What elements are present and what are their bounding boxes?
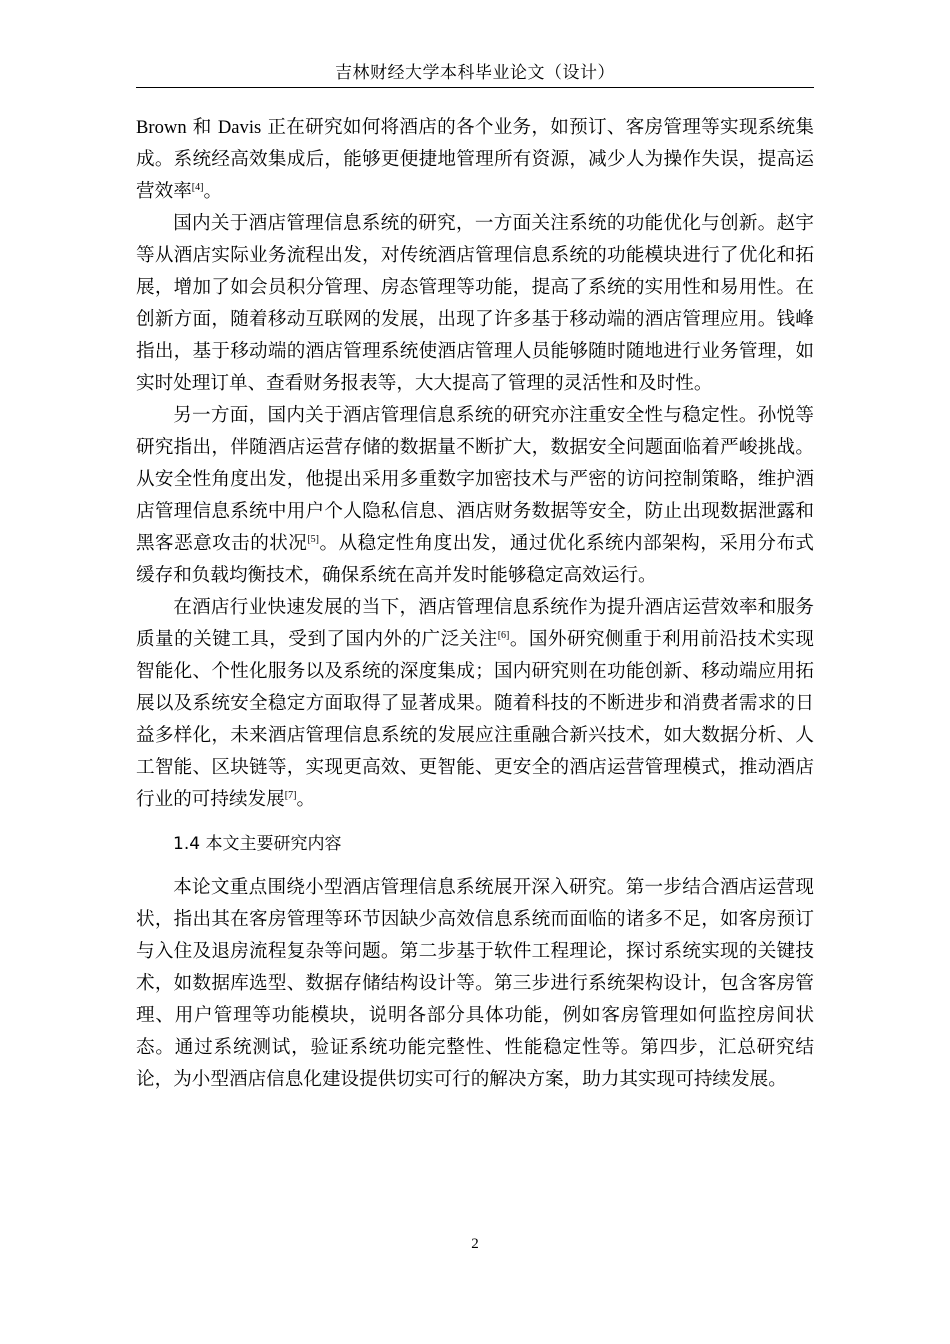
text-segment: 另一方面，国内关于酒店管理信息系统的研究亦注重安全性与稳定性。孙悦等研究指出，伴随酒店运营存储的数据量不断扩大，数据安全问题面临着严峻挑战。从安全性角度出发，他提出采用多重数字加密技术与严密的访问控制策略，维护酒店管理信息系统中用户个人隐私信息、酒店财务数据等安全，防止出现数据泄露和黑客恶意攻击的状况	[136, 405, 814, 554]
paragraph-research-content: 本论文重点围绕小型酒店管理信息系统展开深入研究。第一步结合酒店运营现状，指出其在客房管理等环节因缺少高效信息系统而面临的诸多不足，如客房预订与入住及退房流程复杂等问题。第二步基于软件工程理论，探讨系统实现的关键技术，如数据库选型、数据存储结构设计等。第三步进行系统架构设计，包含客房管理、用户管理等功能模块，说明各部分具体功能，例如客房管理如何监控房间状态。通过系统测试，验证系统功能完整性、性能稳定性等。第四步，汇总研究结论，为小型酒店信息化建设提供切实可行的解决方案，助力其实现可持续发展。	[136, 877, 814, 1090]
text-segment: 。国外研究侧重于利用前沿技术实现智能化、个性化服务以及系统的深度集成；国内研究则在功能创新、移动端应用拓展以及系统安全稳定方面取得了显著成果。随着科技的不断进步和消费者需求的日益多样化，未来酒店管理信息系统的发展应注重融合新兴技术，如大数据分析、人工智能、区块链等，实现更高效、更智能、更安全的酒店运营管理模式，推动酒店行业的可持续发展	[136, 629, 814, 810]
paragraph-security-stability	[136, 400, 814, 592]
citation-ref: [7]	[284, 789, 297, 801]
section-heading: 1.4 本文主要研究内容	[173, 834, 342, 854]
text-segment: 在酒店行业快速发展的当下，酒店管理信息系统作为提升酒店运营效率和服务质量的关键工具，受到了国内外的广泛关注	[136, 597, 814, 650]
text-segment: 。	[296, 789, 316, 810]
paragraph-summary	[136, 592, 814, 816]
document-body	[136, 112, 814, 1096]
header-divider	[136, 87, 814, 88]
author-name: Brown	[136, 117, 187, 138]
running-header: 吉林财经大学本科毕业论文（设计）	[335, 63, 615, 83]
paragraph-domestic-research	[136, 208, 814, 400]
citation-ref: [4]	[191, 181, 204, 193]
citation-ref: [5]	[307, 533, 320, 545]
page-number: 2	[471, 1236, 479, 1252]
text-segment: 正在研究如何将酒店的各个业务，如预订、客房管理等实现系统集成。系统经高效集成后，能够更便捷地管理所有资源，减少人为操作失误，提高运营效率	[136, 117, 814, 202]
text-segment: 国内关于酒店管理信息系统的研究，一方面关注系统的功能优化与创新。赵宇等从酒店实际业务流程出发，对传统酒店管理信息系统的功能模块进行了优化和拓展，增加了如会员积分管理、房态管理等功能，提高了系统的实用性和易用性。在创新方面，随着移动互联网的发展，出现了许多基于移动端的酒店管理应用。钱峰指出，基于移动端的酒店管理系统使酒店管理人员能够随时随地进行业务管理，如实时处理订单、查看财务报表等，大大提高了管理的灵活性和及时性。	[136, 213, 814, 394]
text-segment: 和	[186, 117, 218, 138]
text-segment: 。从稳定性角度出发，通过优化系统内部架构，采用分布式缓存和负载均衡技术，确保系统在高并发时能够稳定高效运行。	[136, 533, 814, 586]
text-segment: 。	[203, 181, 223, 202]
author-name: Davis	[217, 117, 262, 138]
paragraph-continuation	[136, 112, 814, 208]
citation-ref: [6]	[497, 629, 510, 641]
